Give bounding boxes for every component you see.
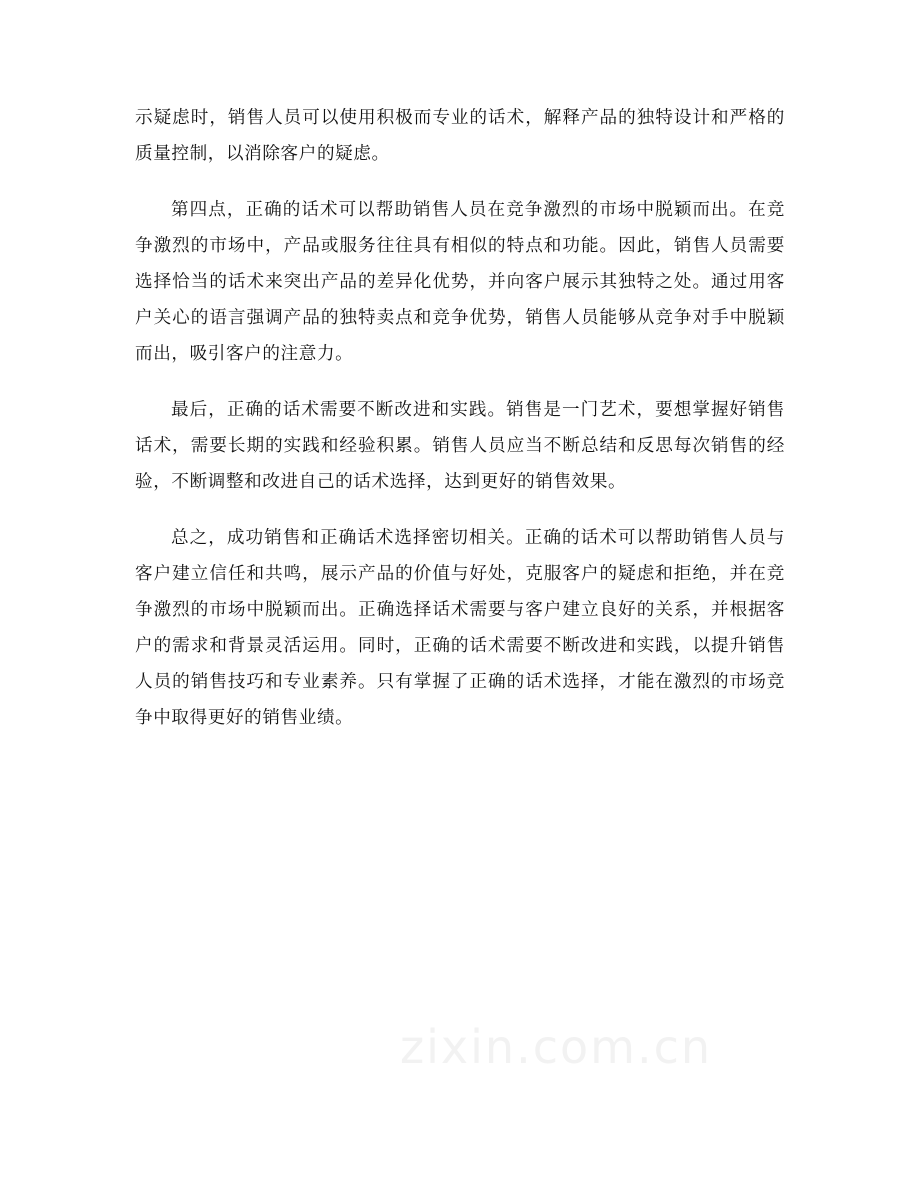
- paragraph-finally: 最后，正确的话术需要不断改进和实践。销售是一门艺术，要想掌握好销售话术，需要长期的实践和经验积累。销售人员应当不断总结和反思每次销售的经验，不断调整和改进自己的话术选择，达到更好的销售效果。: [135, 400, 785, 492]
- paragraph-point-four: 第四点，正确的话术可以帮助销售人员在竞争激烈的市场中脱颖而出。在竞争激烈的市场中，产品或服务往往具有相似的特点和功能。因此，销售人员需要选择恰当的话术来突出产品的差异化优势，并向客户展示其独特之处。通过用客户关心的语言强调产品的独特卖点和竞争优势，销售人员能够从竞争对手中脱颖而出，吸引客户的注意力。: [135, 200, 785, 364]
- document-page: [135, 100, 785, 756]
- watermark: zixin.com.cn: [400, 1020, 713, 1074]
- paragraph-conclusion: 总之，成功销售和正确话术选择密切相关。正确的话术可以帮助销售人员与客户建立信任和共鸣，展示产品的价值与好处，克服客户的疑虑和拒绝，并在竞争激烈的市场中脱颖而出。正确选择话术需要与客户建立良好的关系，并根据客户的需求和背景灵活运用。同时，正确的话术需要不断改进和实践，以提升销售人员的销售技巧和专业素养。只有掌握了正确的话术选择，才能在激烈的市场竞争中取得更好的销售业绩。: [135, 528, 785, 728]
- paragraph-continuation: 示疑虑时，销售人员可以使用积极而专业的话术，解释产品的独特设计和严格的质量控制，以消除客户的疑虑。: [135, 108, 785, 164]
